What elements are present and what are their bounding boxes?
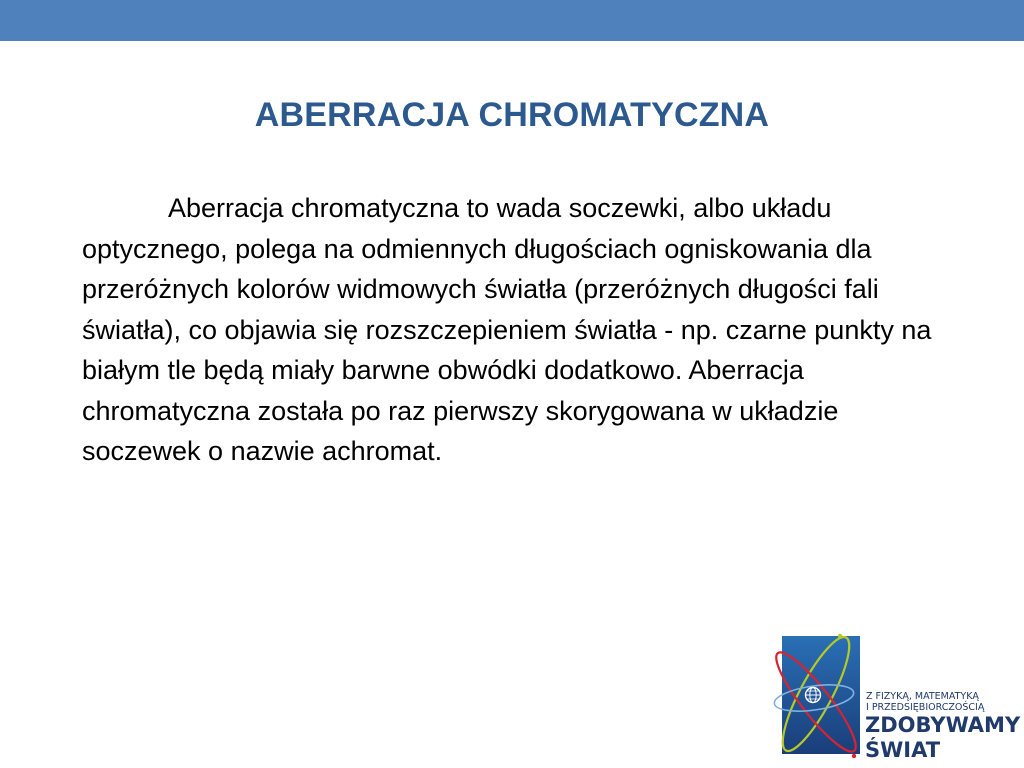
slide-body-text: Aberracja chromatyczna to wada soczewki, albo układu optycznego, polega na odmiennych długościach ogniskowania dla przeróżnych kolorów widmowych światła (przeróżnych długości fali światła), co objawia się rozszczepieniem światła - np. czarne punkty na białym tle będą miały barwne obwódki dodatkowo. Aberracja chromatyczna została po raz pierwszy skorygowana w układzie soczewek o nazwie achromat.	[82, 193, 932, 466]
logo	[770, 622, 1024, 768]
logo-tagline: Z FIZYKĄ, MATEMATYKĄ I PRZEDSIĘBIORCZOŚCIĄ	[866, 691, 985, 713]
slide-title: ABERRACJA CHROMATYCZNA	[254, 96, 770, 134]
top-accent-bar	[0, 0, 1024, 41]
logo-brand-name: ZDOBYWAMY ŚWIAT	[865, 713, 1021, 762]
